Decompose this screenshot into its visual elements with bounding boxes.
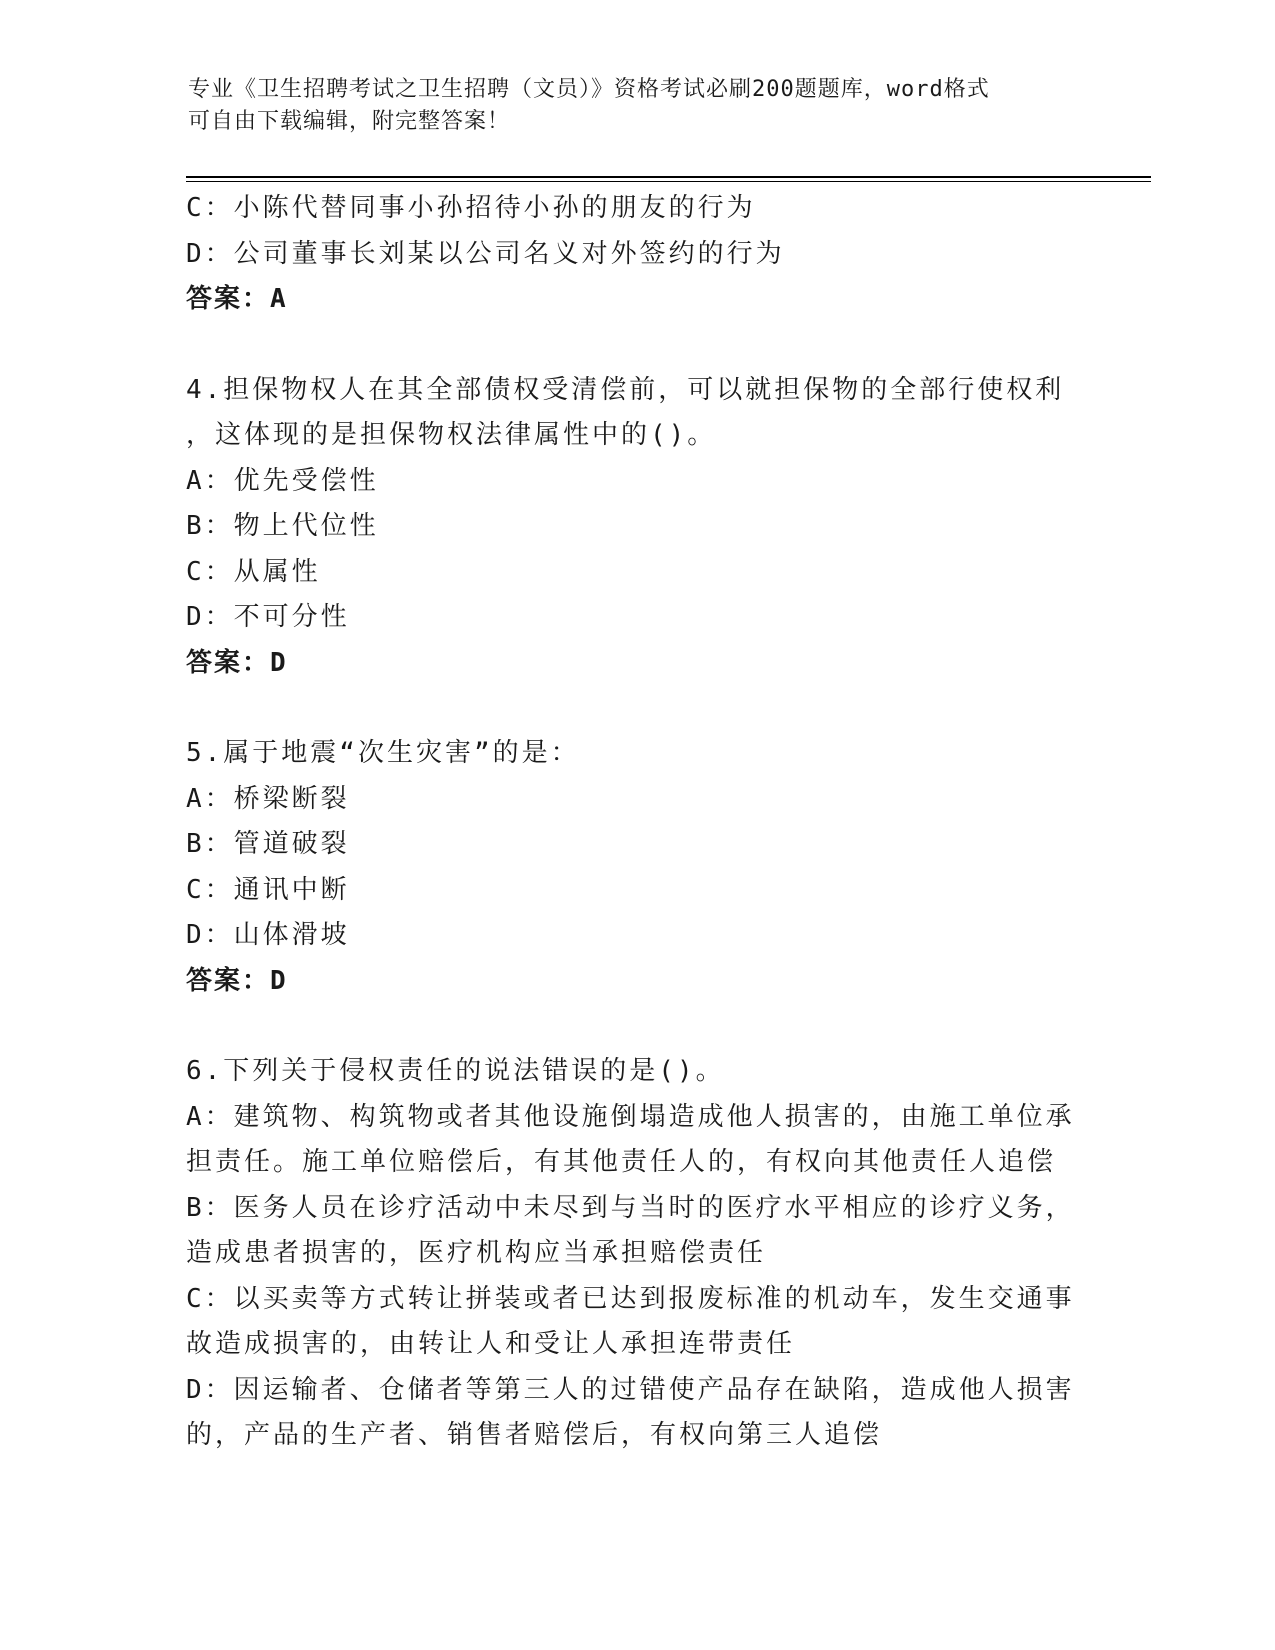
option-a: A：建筑物、构筑物或者其他设施倒塌造成他人损害的，由施工单位承 [186, 1101, 1075, 1132]
option-b: B：医务人员在诊疗活动中未尽到与当时的医疗水平相应的诊疗义务， [186, 1192, 1075, 1223]
question-stem: 5.属于地震“次生灾害”的是： [186, 738, 580, 768]
option-b: B：物上代位性 [186, 511, 379, 541]
question-4 [186, 368, 1086, 687]
document-header [188, 74, 1068, 138]
answer: 答案：A [186, 284, 288, 314]
option-b: B：管道破裂 [186, 829, 350, 859]
option-c: C：小陈代替同事小孙招待小孙的朋友的行为 [186, 193, 756, 223]
header-line-1: 专业《卫生招聘考试之卫生招聘（文员）》资格考试必刷200题题库，word格式 [188, 77, 990, 102]
option-a: A：桥梁断裂 [186, 783, 350, 814]
option-d: D：山体滑坡 [186, 920, 350, 950]
header-line-2: 可自由下载编辑，附完整答案！ [188, 109, 511, 134]
option-c: C：以买卖等方式转让拼装或者已达到报废标准的机动车，发生交通事 [186, 1283, 1075, 1314]
question-stem-cont: ，这体现的是担保物权法律属性中的()。 [186, 420, 717, 450]
option-c-cont: 故造成损害的，由转让人和受让人承担连带责任 [186, 1329, 796, 1359]
question-3-tail [186, 186, 1086, 323]
spacer [186, 323, 1086, 368]
option-d: D：不可分性 [186, 602, 350, 632]
question-stem: 4.担保物权人在其全部债权受清偿前，可以就担保物的全部行使权利 [186, 374, 1065, 405]
option-a-cont: 担责任。施工单位赔偿后，有其他责任人的，有权向其他责任人追偿 [186, 1147, 1057, 1177]
question-list [186, 186, 1086, 1459]
question-5 [186, 731, 1086, 1004]
spacer [186, 1004, 1086, 1049]
option-c: C：从属性 [186, 556, 321, 587]
header-rule-thin [186, 181, 1151, 182]
option-c: C：通讯中断 [186, 874, 350, 905]
option-a: A：优先受偿性 [186, 465, 379, 496]
option-d: D：公司董事长刘某以公司名义对外签约的行为 [186, 238, 785, 269]
spacer [186, 686, 1086, 731]
option-b-cont: 造成患者损害的，医疗机构应当承担赔偿责任 [186, 1238, 767, 1268]
question-stem: 6.下列关于侵权责任的说法错误的是()。 [186, 1056, 725, 1086]
option-d: D：因运输者、仓储者等第三人的过错使产品存在缺陷，造成他人损害 [186, 1374, 1075, 1405]
answer: 答案：D [186, 965, 288, 996]
option-d-cont: 的，产品的生产者、销售者赔偿后，有权向第三人追偿 [186, 1420, 883, 1450]
answer: 答案：D [186, 647, 288, 678]
question-6 [186, 1049, 1086, 1459]
header-rule-thick [186, 176, 1151, 178]
